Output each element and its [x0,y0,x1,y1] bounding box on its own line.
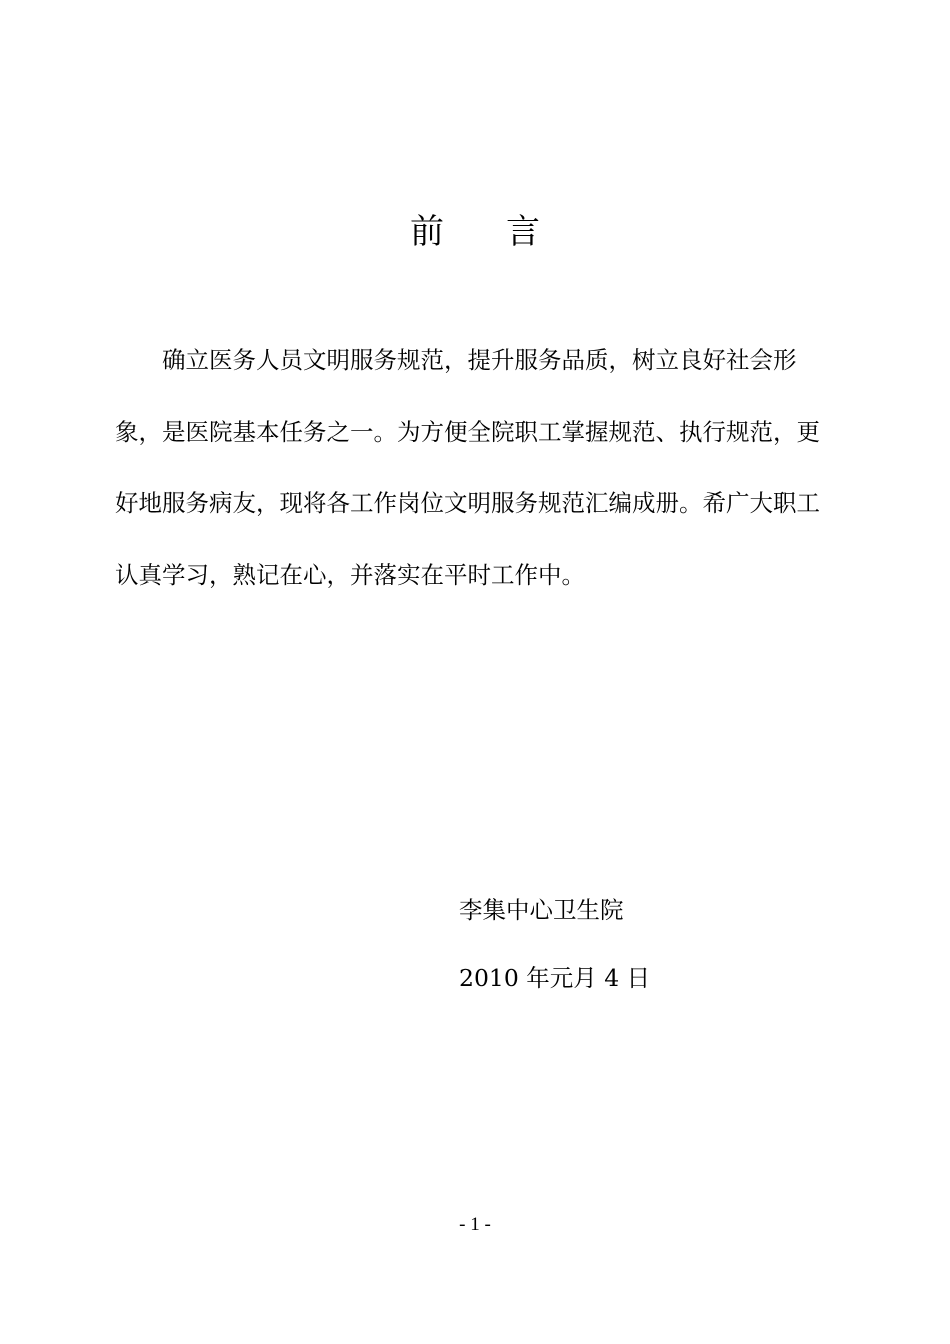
page-title: 前言 [410,212,602,252]
signature-date: 2010 年元月 4 日 [459,964,651,992]
page-number: - 1 - [459,1214,491,1235]
body-paragraph: 确立医务人员文明服务规范，提升服务品质，树立良好社会形象，是医院基本任务之一。为方便全院职工掌握规范、执行规范，更好地服务病友，现将各工作岗位文明服务规范汇编成册。希广大职工认真学习，熟记在心，并落实在平时工作中。 [115,346,820,589]
signature-organization: 李集中心卫生院 [459,896,624,924]
